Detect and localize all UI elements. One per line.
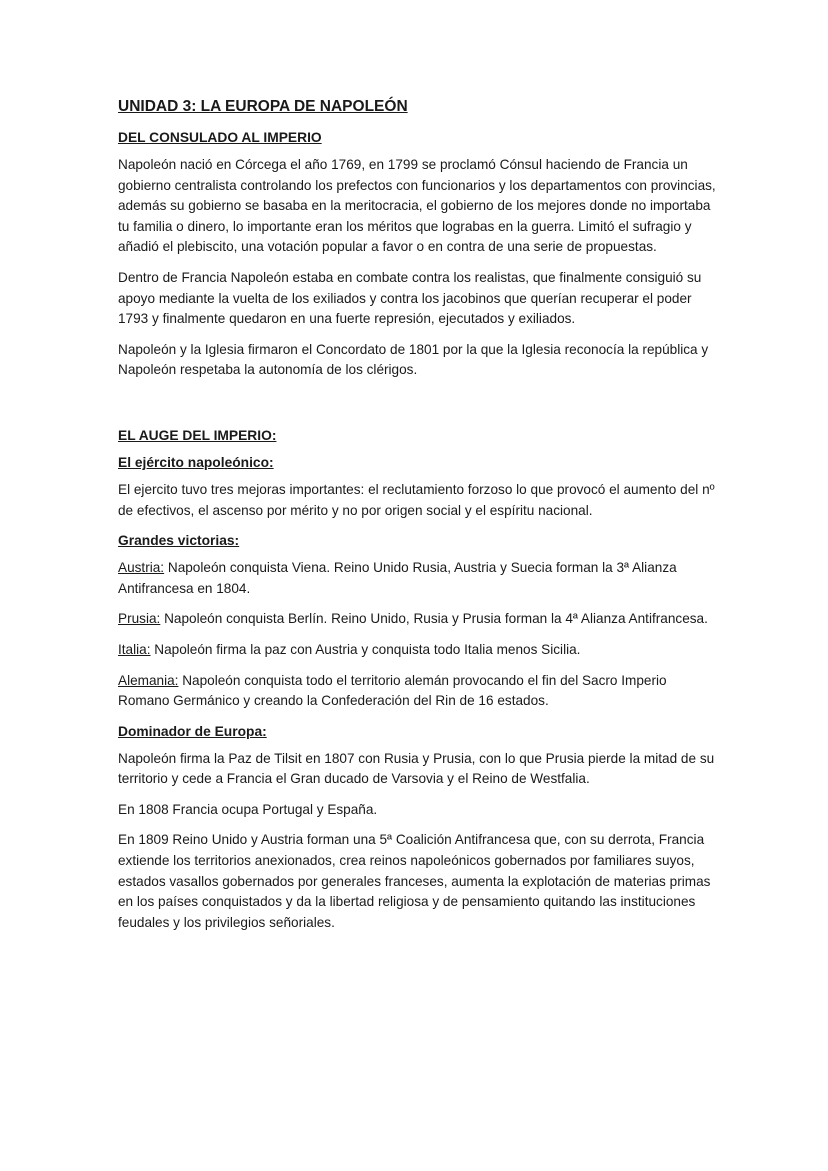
victoria-text: Napoleón conquista Viena. Reino Unido Rusia, Austria y Suecia forman la 3ª Alianza Antifrancesa en 1804. — [118, 560, 677, 596]
victoria-label: Alemania: — [118, 672, 179, 688]
paragraph-dominador-2: En 1808 Francia ocupa Portugal y España. — [118, 801, 378, 817]
heading-ejercito: El ejército napoleónico: — [118, 454, 274, 470]
victoria-item-austria — [118, 558, 718, 599]
victoria-text: Napoleón conquista Berlín. Reino Unido, Rusia y Prusia forman la 4ª Alianza Antifrancesa. — [160, 611, 708, 627]
victoria-text: Napoleón conquista todo el territorio alemán provocando el fin del Sacro Imperio Romano Germánico y creando la Confederación del Rin de 16 estados. — [118, 672, 667, 709]
victoria-label: Italia: — [118, 641, 151, 657]
paragraph-consulado-1: Napoleón nació en Córcega el año 1769, en 1799 se proclamó Cónsul haciendo de Francia un gobierno centralista controlando los prefectos con funcionarios y los departamentos con provincias, además su gobierno se basaba en la meritocracia, el gobierno de los mejores donde no importaba tu familia o dinero, lo importante eran los méritos que lograbas en la guerra. Limitó el sufragio y añadió el plebiscito, una votación popular a favor o en contra de una serie de propuestas. — [118, 157, 716, 255]
victoria-item-prusia — [118, 609, 718, 630]
victoria-item-italia — [118, 640, 718, 661]
paragraph-dominador-3: En 1809 Reino Unido y Austria forman una 5ª Coalición Antifrancesa que, con su derrota, Francia extiende los territorios anexionados, crea reinos napoleónicos gobernados por familiares suyos, estados vasallos gobernados por generales franceses, aumenta la explotación de materias primas en los países conquistados y da la libertad religiosa y de pensamiento quitando las instituciones feudales y los privilegios señoriales. — [118, 832, 711, 930]
paragraph-consulado-3: Napoleón y la Iglesia firmaron el Concordato de 1801 por la que la Iglesia reconocía la república y Napoleón respetaba la autonomía de los clérigos. — [118, 341, 709, 378]
section-spacer — [118, 391, 718, 426]
heading-victorias: Grandes victorias: — [118, 533, 240, 549]
heading-dominador: Dominador de Europa: — [118, 723, 267, 739]
heading-auge: EL AUGE DEL IMPERIO: — [118, 427, 277, 443]
paragraph-dominador-1: Napoleón firma la Paz de Tilsit en 1807 con Rusia y Prusia, con lo que Prusia pierde la mitad de su territorio y cede a Francia el Gran ducado de Varsovia y el Reino de Westfalia. — [118, 750, 715, 787]
document-page — [118, 96, 718, 943]
victoria-item-alemania — [118, 671, 718, 712]
document-title: UNIDAD 3: LA EUROPA DE NAPOLEÓN — [118, 98, 408, 115]
victoria-text: Napoleón firma la paz con Austria y conquista todo Italia menos Sicilia. — [150, 641, 581, 657]
heading-consulado: DEL CONSULADO AL IMPERIO — [118, 130, 322, 145]
paragraph-consulado-2: Dentro de Francia Napoleón estaba en combate contra los realistas, que finalmente consiguió su apoyo mediante la vuelta de los exiliados y contra los jacobinos que querían recuperar el poder 1793 y finalmente quedaron en una fuerte represión, ejecutados y exiliados. — [118, 269, 702, 327]
victoria-label: Austria: — [118, 560, 165, 576]
victoria-label: Prusia: — [118, 611, 161, 627]
paragraph-ejercito: El ejercito tuvo tres mejoras importantes: el reclutamiento forzoso lo que provocó el aumento del nº de efectivos, el ascenso por mérito y no por origen social y el espíritu nacional. — [118, 481, 715, 518]
